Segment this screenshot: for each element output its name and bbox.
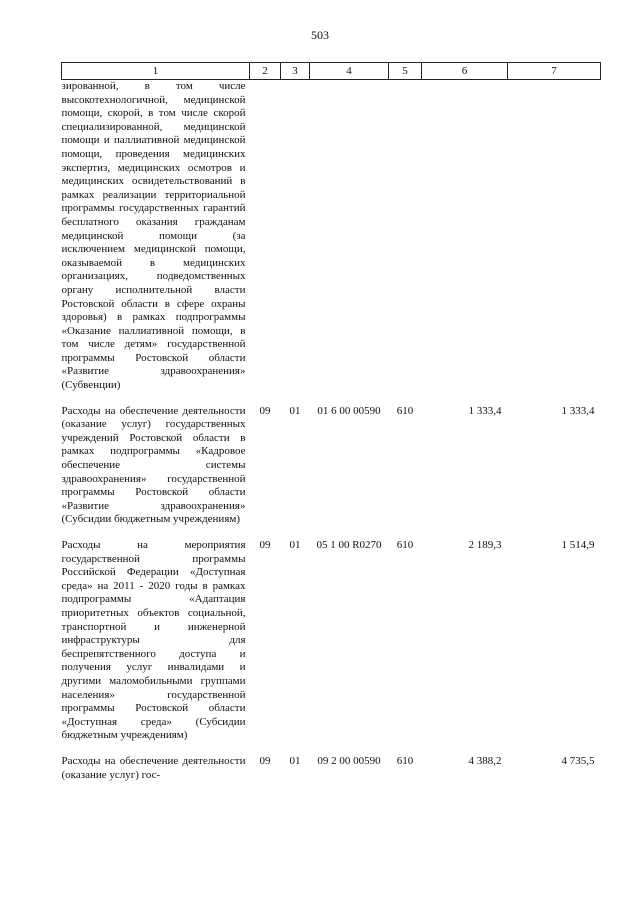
- row-amount-1: 1 333,4: [468, 404, 502, 417]
- row-section: 09: [259, 754, 271, 767]
- row-subsection: 01: [289, 539, 301, 551]
- row-amount-2: [508, 80, 601, 405]
- row-target-code: 09 2 00 00590: [317, 754, 381, 767]
- table-row: [62, 755, 601, 794]
- row-description: Расходы на обеспечение деятельности (оказание услуг) государственных учреждений Ростовской области в рамках подпрограммы «Кадровое обеспечение системы здравоохранения» государственной программы Ростовской области «Развитие здравоохранения» (Субсидии бюджетным учреждениям): [61, 404, 246, 526]
- column-header-6: 6: [422, 63, 508, 80]
- row-amount-2: 1 333,4: [561, 404, 595, 417]
- row-expense-type: 610: [396, 539, 414, 551]
- row-subsection: [281, 80, 310, 405]
- table-row: [62, 80, 601, 405]
- column-header-2: 2: [250, 63, 281, 80]
- row-subsection: 01: [289, 754, 301, 767]
- row-description: зированной, в том числе высокотехнологичной, медицинской помощи, скорой, в том числе скорой специализированной, медицинской помощи и паллиативной медицинской помощи, проведения медицинских экспертиз, медицинских осмотров и медицинских освидетельствований в рамках реализации территориальной программы государственных гарантий бесплатного оказания гражданам медицинской помощи (за исключением медицинской помощи, оказываемой в медицинских организациях, подведомственных органу исполнительной власти Ростовской области в сфере охраны здоровья) в рамках подпрограммы «Оказание паллиативной помощи, в том числе детям» государственной программы Ростовской области «Развитие здравоохранения» (Субвенции): [61, 80, 246, 392]
- column-header-4: 4: [310, 63, 389, 80]
- column-header-1: 1: [62, 63, 250, 80]
- budget-table: [61, 62, 601, 794]
- row-expense-type: 610: [396, 754, 414, 767]
- row-section: 09: [259, 404, 271, 417]
- column-header-7: 7: [508, 63, 601, 80]
- row-amount-2: 1 514,9: [561, 539, 595, 551]
- row-section: [250, 80, 281, 405]
- row-target-code: 01 6 00 00590: [317, 404, 381, 417]
- row-target-code: [310, 80, 389, 405]
- row-amount-2: 4 735,5: [561, 754, 595, 767]
- row-amount-1: 4 388,2: [468, 754, 502, 767]
- row-expense-type: [389, 80, 422, 405]
- row-amount-1: 2 189,3: [468, 539, 502, 551]
- row-amount-1: [422, 80, 508, 405]
- column-header-3: 3: [281, 63, 310, 80]
- table-row: [62, 539, 601, 755]
- row-section: 09: [259, 539, 271, 551]
- page-number: 503: [311, 28, 329, 42]
- row-expense-type: 610: [396, 404, 414, 417]
- row-subsection: 01: [289, 404, 301, 417]
- table-row: [62, 405, 601, 539]
- row-target-code: 05 1 00 R0270: [316, 539, 382, 551]
- header-row: [62, 63, 601, 80]
- row-description: Расходы на обеспечение деятельности (оказание услуг) гос-: [61, 754, 246, 781]
- row-description: Расходы на мероприятия государственной программы Российской Федерации «Доступная среда» на 2011 - 2020 годы в рамках подпрограммы «Адаптация приоритетных объектов социальной, транспортной и инженерной инфраструктуры для беспрепятственного доступа и получения услуг инвалидами и другими маломобильными группами населения» государственной программы Ростовской области «Доступная среда» (Субсидии бюджетным учреждениям): [61, 539, 246, 742]
- column-header-5: 5: [389, 63, 422, 80]
